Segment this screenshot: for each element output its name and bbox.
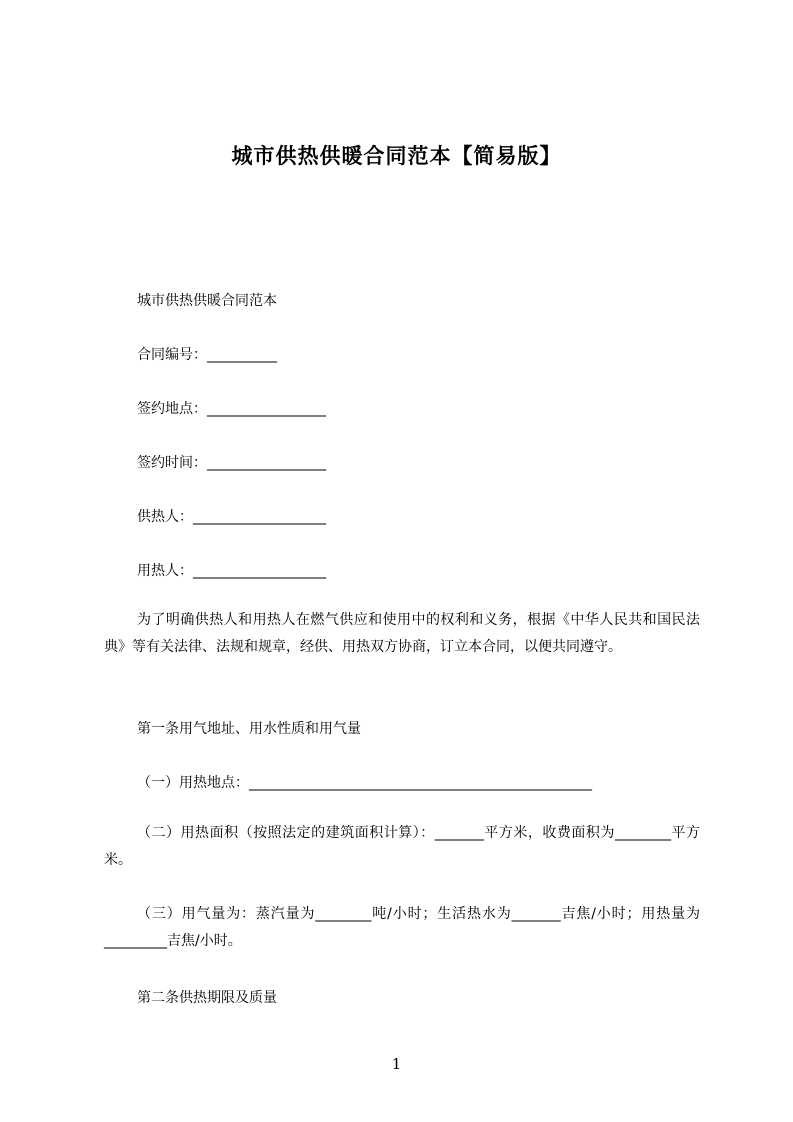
signing-place-field: 签约地点：_________________ <box>137 401 326 417</box>
article-1-item-2: （二）用热面积（按照法定的建筑面积计算）：_______平方米，收费面积为________平方米。 <box>104 825 700 868</box>
signing-time-field: 签约时间：_________________ <box>137 455 326 471</box>
document-title: 城市供热供暖合同范本【简易版】 <box>231 144 562 168</box>
heat-user-field: 用热人：___________________ <box>137 563 326 579</box>
page-number: 1 <box>391 1055 402 1073</box>
article-1-item-1: （一）用热地点：_________________________________________________ <box>137 775 592 791</box>
heat-supplier-field: 供热人：___________________ <box>137 509 326 525</box>
article-1-heading: 第一条用气地址、用水性质和用气量 <box>137 721 361 737</box>
intro-paragraph: 为了明确供热人和用热人在燃气供应和使用中的权利和义务，根据《中华人民共和国民法典》等有关法律、法规和规章，经供、用热双方协商，订立本合同，以便共同遵守。 <box>104 612 700 655</box>
article-2-heading: 第二条供热期限及质量 <box>137 990 277 1006</box>
article-1-item-3: （三）用气量为：蒸汽量为________吨/小时；生活热水为_______吉焦/小时；用热量为_________吉焦/小时。 <box>104 906 700 949</box>
document-subtitle: 城市供热供暖合同范本 <box>137 293 277 309</box>
contract-number-field: 合同编号：__________ <box>137 347 277 363</box>
